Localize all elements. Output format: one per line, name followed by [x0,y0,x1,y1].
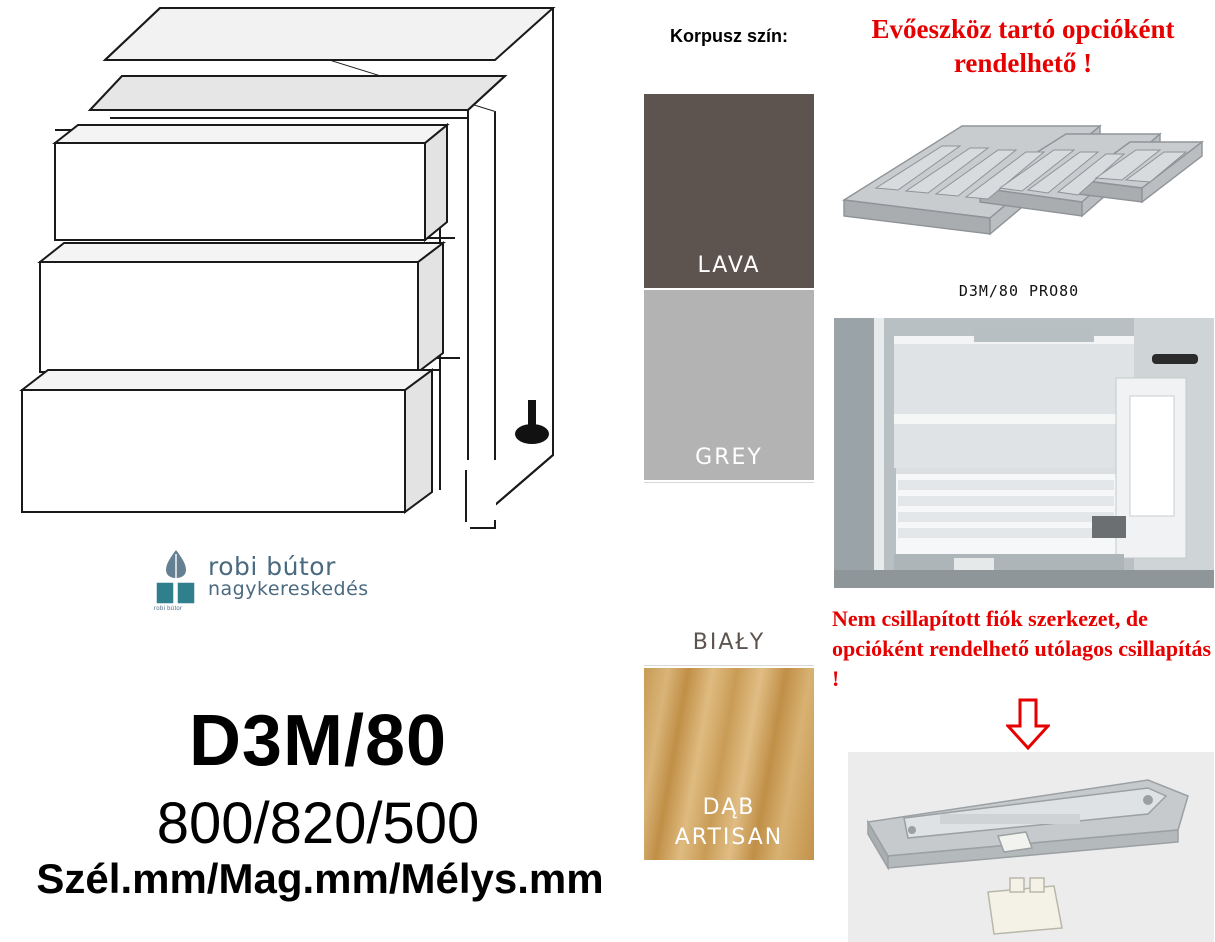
logo-mark-caption: robi bútor [154,606,183,612]
cutlery-tray-image [830,92,1212,282]
product-code: D3M/80 [188,701,448,781]
color-swatch-bialy-label: BIAŁY [692,630,766,655]
carcass-color-column [644,0,814,860]
color-swatch-artisan-label: ARTISAN [674,825,784,850]
logo-mark-icon [150,548,202,614]
color-swatch-bialy[interactable] [644,482,814,666]
drawer-photo [834,318,1214,588]
cabinet-line-drawing [0,0,636,540]
color-swatch-lava-label: LAVA [697,253,761,278]
brand-logo [150,548,380,614]
cutlery-tray-caption: D3M/80 PRO80 [958,282,1080,300]
cutlery-tray-note: Evőeszköz tartó opcióként rendelhető ! [871,14,1175,78]
logo-line-1: robi bútor [208,552,336,581]
options-panel [824,0,1215,942]
color-swatch-dab-label: DĄB [702,795,756,820]
arrow-down-icon [1006,698,1050,750]
color-column-header-label: Korpusz szín: [669,26,788,46]
color-swatch-grey-label: GREY [695,445,763,470]
color-swatch-grey[interactable] [644,290,814,480]
product-dimensions: 800/820/500 [156,791,480,856]
logo-line-2: nagykereskedés [208,578,369,600]
color-swatch-dab-artisan[interactable] [644,668,814,860]
color-swatch-lava[interactable] [644,94,814,288]
color-column-header [644,0,814,92]
drawer-runner-photo [848,752,1214,942]
dimension-legend: Szél.mm/Mag.mm/Mélys.mm [36,855,604,902]
damper-note: Nem csillapított fiók szerkezet, de opcióként rendelhető utólagos csillapítás ! [832,606,1212,691]
